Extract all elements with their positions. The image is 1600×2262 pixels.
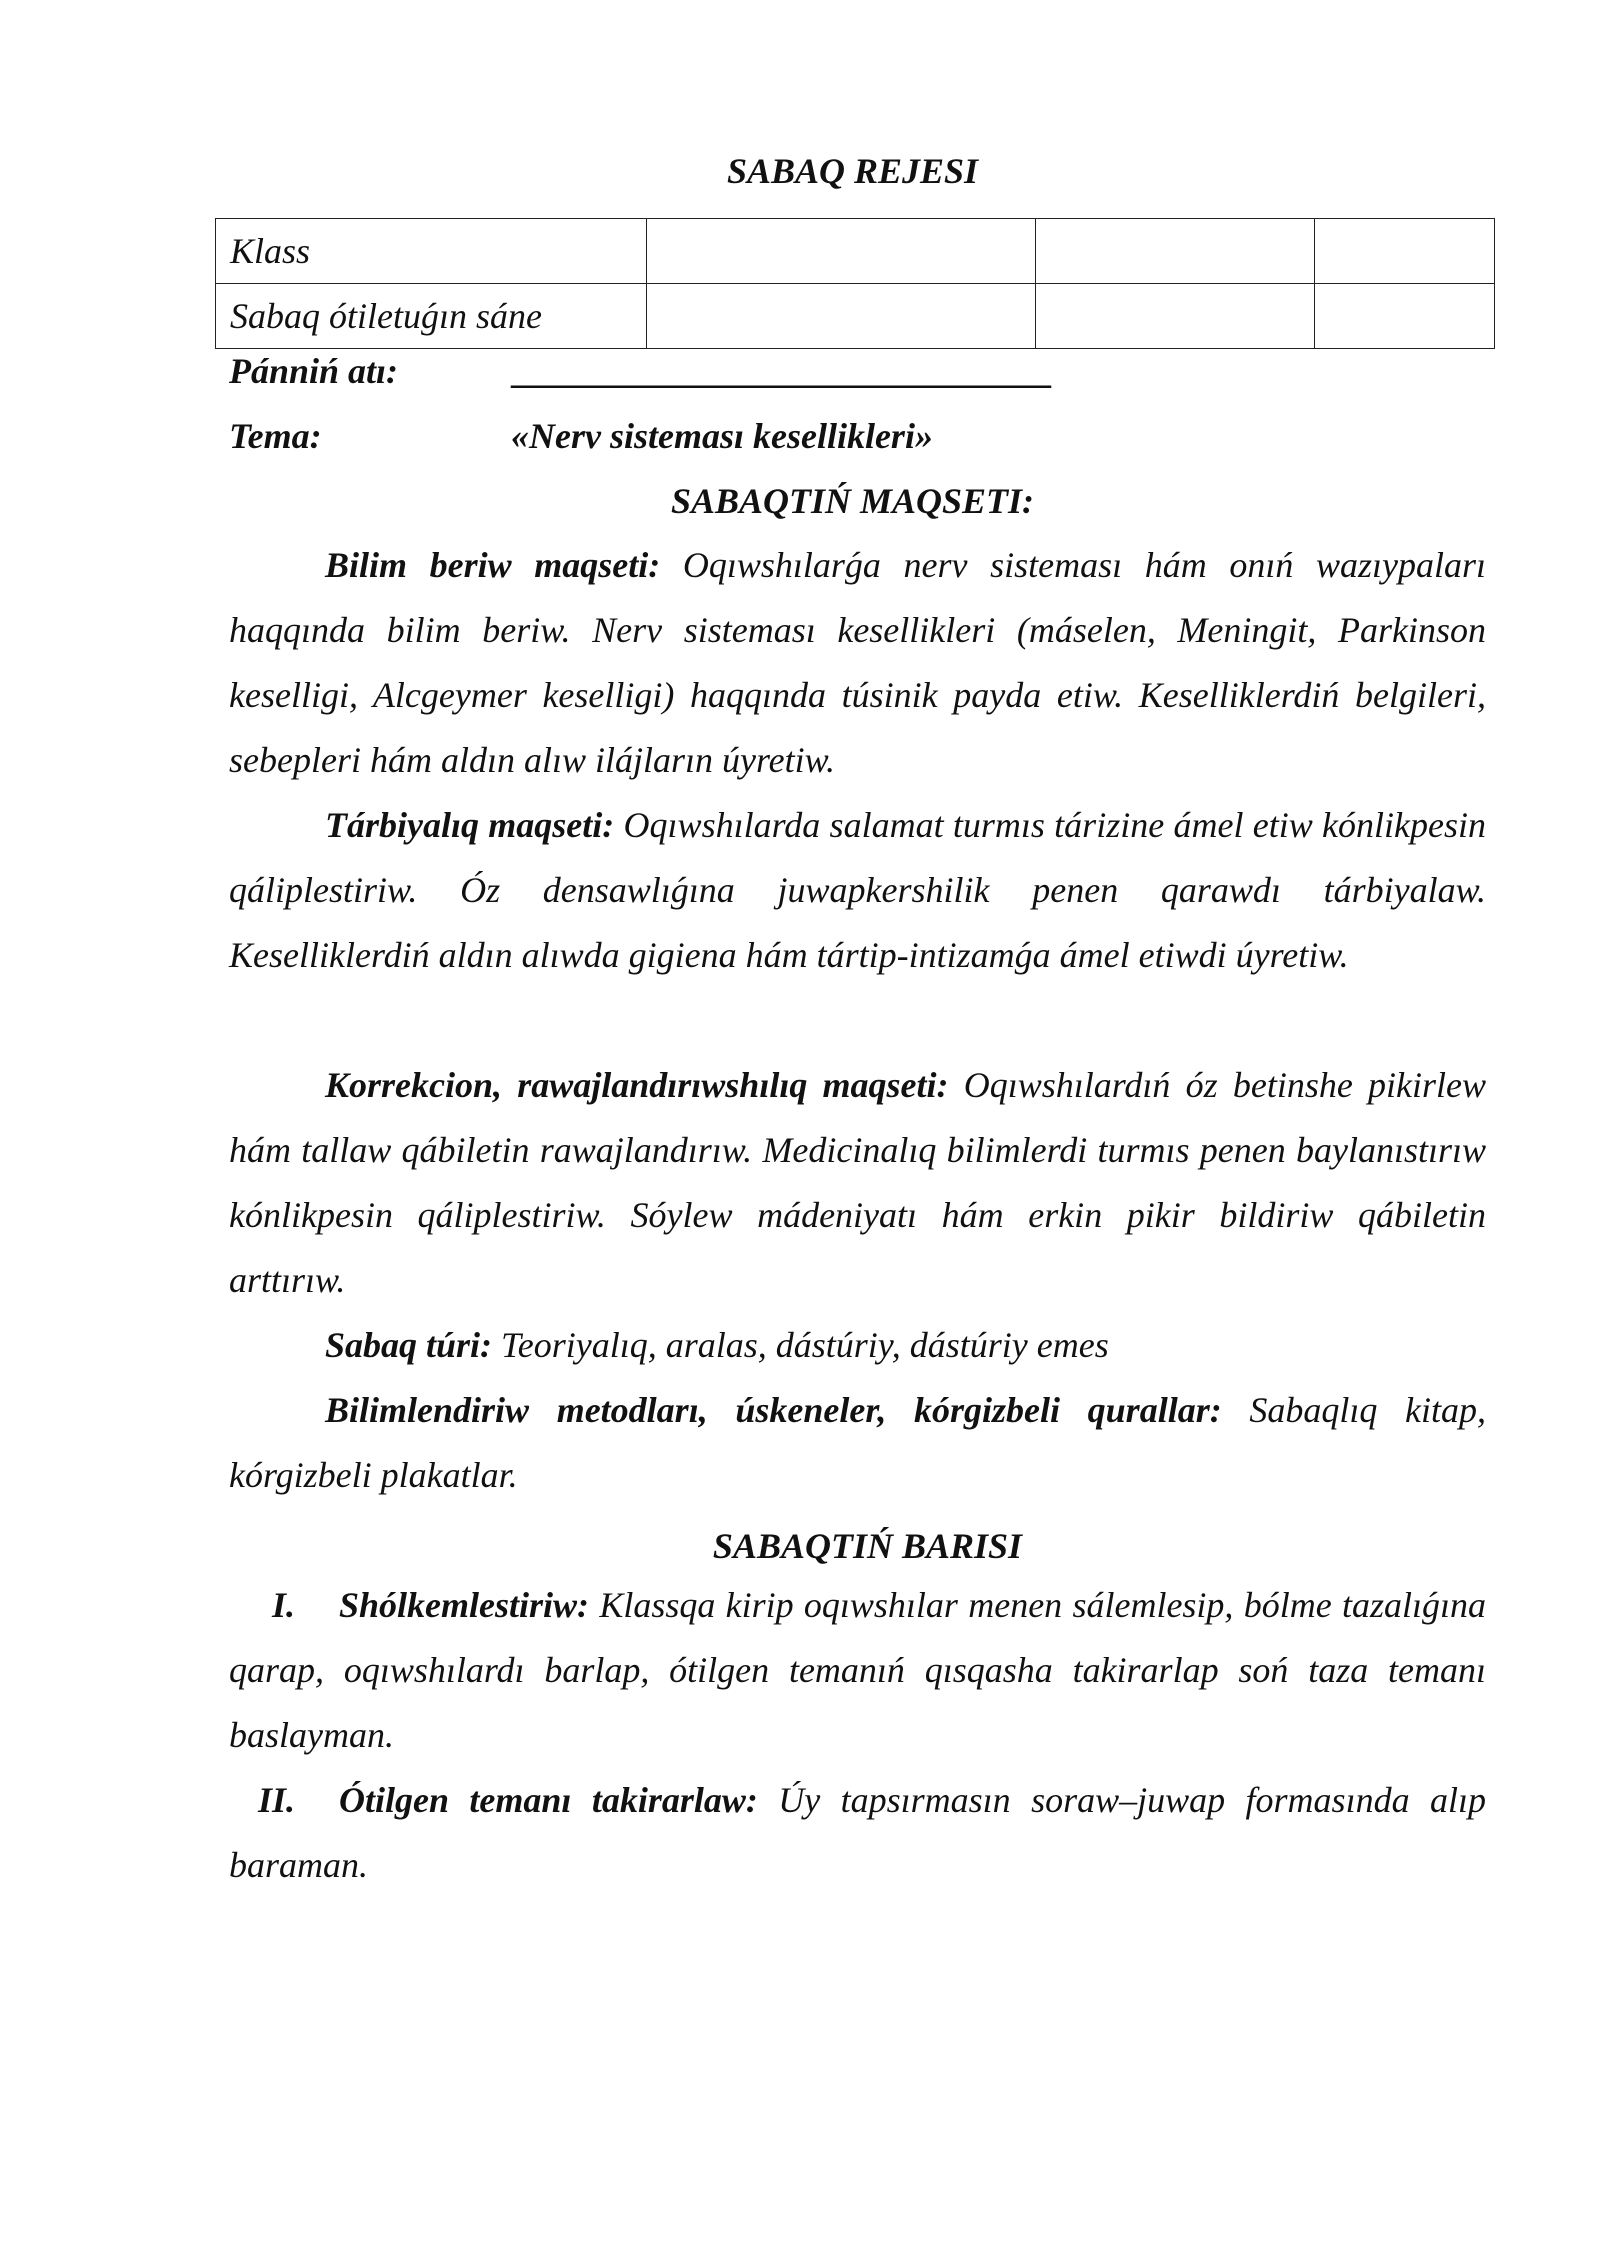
table-cell (647, 219, 1036, 284)
table-cell (1315, 219, 1495, 284)
subject-label: Pánniń atı: (229, 351, 399, 391)
document-title: SABAQ REJESI (726, 151, 979, 191)
step-number: I. (271, 1585, 295, 1625)
subject-blank-line: ______________________________ (511, 351, 1051, 391)
table-cell (1315, 284, 1495, 349)
class-label: Klass (216, 219, 647, 284)
table-cell (1036, 219, 1315, 284)
info-table (215, 218, 1495, 349)
lesson-type (229, 1313, 1486, 1378)
goal-label: Bilimlendiriw metodları, úskeneler, kórgizbeli qurallar: (325, 1390, 1222, 1430)
goal-text: Oqıwshılardıń óz betinshe pikirlew hám tallaw qábiletin rawajlandırıw. Medicinalıq bilimlerdi turmıs penen baylanıstırıw kónlikpesin qáliplestiriw. Sóylew mádeniyatı hám erkin pikir bildiriw qábiletin arttırıw. (229, 1065, 1486, 1300)
topic-label: Tema: (229, 416, 322, 456)
step-label: Shólkemlestiriw: (339, 1585, 590, 1625)
step-label: Ótilgen temanı takirarlaw: (339, 1780, 758, 1820)
goal-label: Korrekcion, rawajlandırıwshılıq maqseti: (325, 1065, 949, 1105)
step-number: II. (257, 1780, 295, 1820)
table-cell (1036, 284, 1315, 349)
table-cell (647, 284, 1036, 349)
goal-text: Oqıwshılarǵa nerv sisteması hám onıń wazıypaları haqqında bilim beriw. Nerv sisteması kesellikleri (máselen, Meningit, Parkinson keselligi, Alcgeymer keselligi) haqqında túsinik payda etiw. Keselliklerdiń belgileri, sebepleri hám aldın alıw ilájların úyretiw. (229, 545, 1486, 780)
date-label: Sabaq ótiletuǵın sáne (216, 284, 647, 349)
goal-label: Sabaq túri: (325, 1325, 493, 1365)
step-text: Klassqa kirip oqıwshılar menen sálemlesip, bólme tazalıǵına qarap, oqıwshılardı barlap, ótilgen temanıń qısqasha takirarlap soń taza temanı baslayman. (229, 1585, 1486, 1755)
step-text: Úy tapsırmasın soraw–juwap formasında alıp baraman. (229, 1780, 1486, 1885)
table-row (216, 219, 1495, 284)
goal-label: Tárbiyalıq maqseti: (325, 805, 615, 845)
step-organization (229, 1573, 1486, 1768)
goal-development (229, 1053, 1486, 1313)
course-heading: SABAQTIŃ BARISI (712, 1526, 1023, 1566)
goal-text: Sabaqlıq kitap, kórgizbeli plakatlar. (229, 1390, 1486, 1495)
goal-knowledge (229, 533, 1486, 793)
goals-heading: SABAQTIŃ MAQSETI: (670, 481, 1035, 521)
goal-text: Oqıwshılarda salamat turmıs tárizine ámel etiw kónlikpesin qáliplestiriw. Óz densawlıǵına juwapkershilik penen qarawdı tárbiyalaw. Keselliklerdiń aldın alıwda gigiena hám tártip-intizamǵa ámel etiwdi úyretiw. (229, 805, 1486, 975)
table-row (216, 284, 1495, 349)
step-review (229, 1768, 1486, 1898)
teaching-methods (229, 1378, 1486, 1508)
goal-upbringing (229, 793, 1486, 988)
topic-value: «Nerv sisteması kesellikleri» (511, 416, 933, 456)
goal-text: Teoriyalıq, aralas, dástúriy, dástúriy emes (492, 1325, 1109, 1365)
goal-label: Bilim beriw maqseti: (325, 545, 661, 585)
